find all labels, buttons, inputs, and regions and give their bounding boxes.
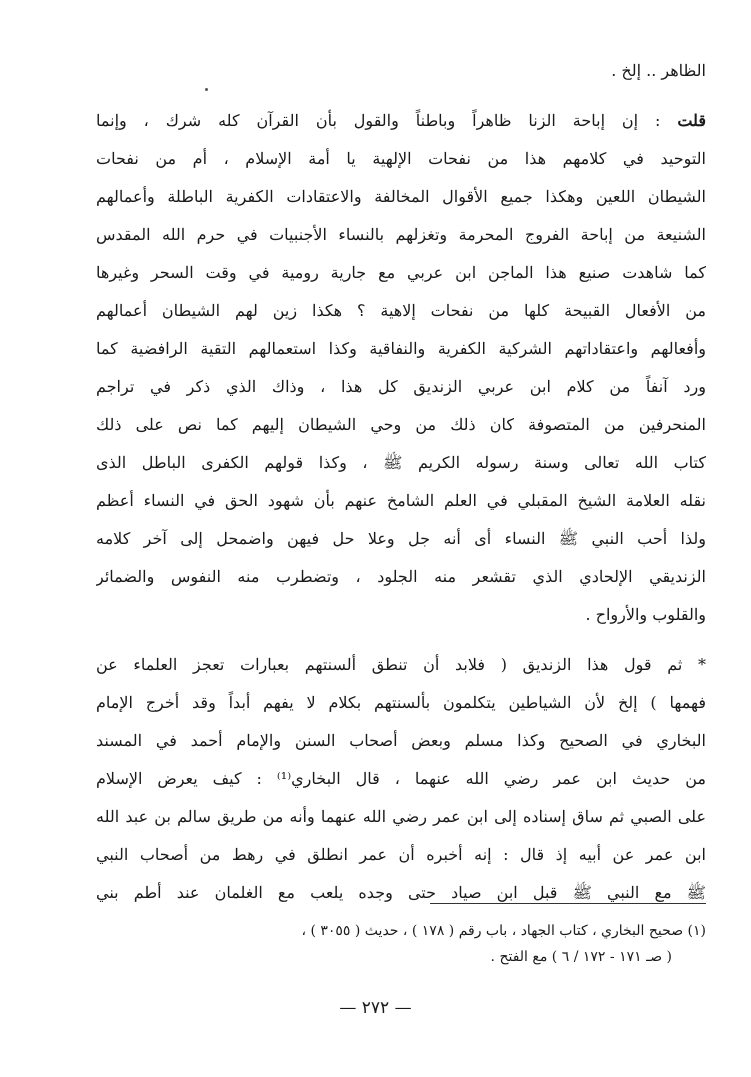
text-line: ورد آنفاً من كلام ابن عربي الزنديق كل هذا ، وذاك الذي ذكر في تراجم xyxy=(96,377,706,396)
paragraph-1 xyxy=(96,102,706,634)
header-line: الظاهر .. إلخ . xyxy=(611,61,706,80)
text-line: نقله العلامة الشيخ المقبلي في العلم الشامخ عنهم بأن شهود الحق في النساء أعظم xyxy=(96,491,706,510)
page-number: — ٢٧٢ — xyxy=(339,998,412,1018)
paragraph-gap xyxy=(96,634,706,646)
footnote-line: (١) صحيح البخاري ، كتاب الجهاد ، باب رقم ( ١٧٨ ) ، حديث ( ٣٠٥٥ ) ، xyxy=(301,923,706,939)
text-line: المنحرفين من المتصوفة كان ذلك من وحي الشيطان إليهم كما نص على ذلك xyxy=(96,415,706,434)
footnotes xyxy=(96,918,706,970)
text-line: من حديث ابن عمر رضي الله عنهما ، قال البخاري⁽¹⁾ : كيف يعرض الإسلام xyxy=(96,769,706,788)
text-line: البخاري في الصحيح وكذا مسلم وبعض أصحاب السنن والإمام أحمد في المسند xyxy=(96,731,706,750)
text-line: التوحيد في كلامهم هذا من نفحات الإلهية يا أمة الإسلام ، أم من نفحات xyxy=(96,149,706,168)
text-line: : إن إباحة الزنا ظاهراً وباطناً والقول بأن القرآن كله شرك ، وإنما xyxy=(96,111,661,130)
text-line: وأفعالهم واعتقاداتهم الشركية الكفرية والنفاقية وكذا استعمالهم التقية الرافضية كما xyxy=(96,339,706,358)
text-line: كما شاهدت صنيع هذا الماجن ابن عربي مع جارية رومية في وقت السحر وغيرها xyxy=(96,263,706,282)
footnote-line: ( صـ ١٧١ - ١٧٢ / ٦ ) مع الفتح . xyxy=(490,949,672,965)
text-line: والقلوب والأرواح . xyxy=(585,605,706,624)
text-line: من الأفعال القبيحة كلها من نفحات إلاهية ؟ هكذا زين لهم الشيطان أعمالهم xyxy=(96,301,706,320)
text-line: كتاب الله تعالى وسنة رسوله الكريم ﷺ ، وكذا قولهم الكفرى الباطل الذى xyxy=(96,453,706,472)
text-line: ﷺ مع النبي ﷺ قبل ابن صياد حتى وجده يلعب مع الغلمان عند أطم بني xyxy=(96,883,706,902)
text-line: فهمها ) إلخ لأن الشياطين يتكلمون بألسنتهم بكلام لا يفهم أبداً وقد أخرج الإمام xyxy=(96,693,706,712)
text-line: الشنيعة من إباحة الفروج المحرمة وتغزلهم بالنساء الأجنبيات في حرم الله المقدس xyxy=(96,225,706,244)
text-line: ابن عمر عن أبيه إذ قال : إنه أخبره أن عمر انطلق في رهط من أصحاب النبي xyxy=(96,845,706,864)
text-line: على الصبي ثم ساق إسناده إلى ابن عمر رضي الله عنهما وأنه من طريق سالم بن عبد الله xyxy=(96,807,706,826)
text-line: الشيطان اللعين وهكذا جميع الأقوال المخالفة والاعتقادات الكفرية الباطلة وأعمالهم xyxy=(96,187,706,206)
paragraph-lead-word: قلت xyxy=(677,111,706,130)
text-line: * ثم قول هذا الزنديق ( فلابد أن تنطق ألسنتهم بعبارات تعجز العلماء عن xyxy=(96,655,706,674)
text-line: الزنديقي الإلحادي الذي تقشعر منه الجلود ، وتضطرب منه النفوس والضمائر xyxy=(96,567,706,586)
text-line: ولذا أحب النبي ﷺ النساء أى أنه جل وعلا حل فيهن واضمحل إلى آخر كلامه xyxy=(96,529,706,548)
footnote-divider xyxy=(430,903,706,904)
page-body xyxy=(96,52,706,912)
paragraph-2 xyxy=(96,646,706,912)
paragraph-gap xyxy=(96,90,706,102)
